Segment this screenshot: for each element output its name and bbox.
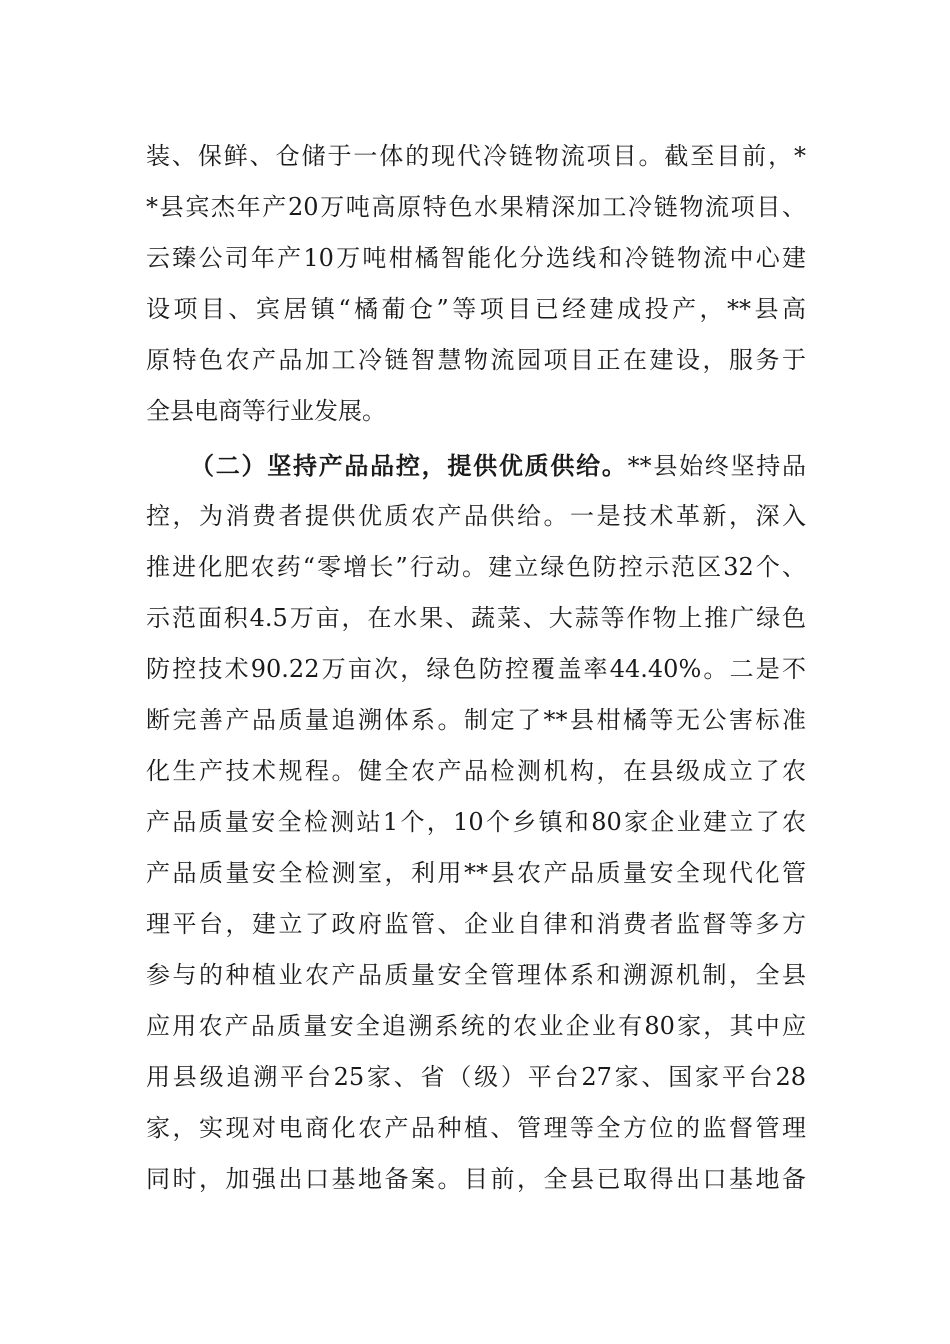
- text-line: *县宾杰年产20万吨高原特色水果精深加工冷链物流项目、: [146, 193, 806, 221]
- text-line: 装、保鲜、仓储于一体的现代冷链物流项目。截至目前，*: [146, 142, 806, 170]
- heading-line-text: **县始终坚持品: [627, 452, 807, 480]
- text-line: 全县电商等行业发展。: [146, 397, 386, 425]
- text-line: 同时，加强出口基地备案。目前，全县已取得出口基地备: [146, 1165, 806, 1193]
- text-line: 推进化肥农药“零增长”行动。建立绿色防控示范区32个、: [146, 553, 806, 581]
- paragraph-quality-control: [146, 440, 806, 1205]
- section-heading: （二）坚持产品品控，提供优质供给。: [190, 451, 628, 480]
- text-line: 示范面积4.5万亩，在水果、蔬菜、大蒜等作物上推广绿色: [146, 604, 806, 632]
- text-line: 控，为消费者提供优质农产品供给。一是技术革新，深入: [146, 502, 806, 530]
- text-line: 产品质量安全检测站1个，10个乡镇和80家企业建立了农: [146, 808, 806, 836]
- text-line: 理平台，建立了政府监管、企业自律和消费者监督等多方: [146, 910, 806, 938]
- text-line: 用县级追溯平台25家、省（级）平台27家、国家平台28: [146, 1063, 806, 1091]
- paragraph-cold-chain-projects: [146, 131, 806, 437]
- text-line: 家，实现对电商化农产品种植、管理等全方位的监督管理: [146, 1114, 806, 1142]
- text-line: 参与的种植业农产品质量安全管理体系和溯源机制，全县: [146, 961, 806, 989]
- text-line: 原特色农产品加工冷链智慧物流园项目正在建设，服务于: [146, 346, 806, 374]
- text-line: 化生产技术规程。健全农产品检测机构，在县级成立了农: [146, 757, 806, 785]
- text-line: 断完善产品质量追溯体系。制定了**县柑橘等无公害标准: [146, 706, 806, 734]
- section-heading-line: [146, 440, 806, 491]
- text-line: 设项目、宾居镇“橘葡仓”等项目已经建成投产，**县高: [146, 295, 806, 323]
- text-line: 防控技术90.22万亩次，绿色防控覆盖率44.40%。二是不: [146, 655, 806, 683]
- text-line: 云臻公司年产10万吨柑橘智能化分选线和冷链物流中心建: [146, 244, 806, 272]
- text-line: 应用农产品质量安全追溯系统的农业企业有80家，其中应: [146, 1012, 806, 1040]
- text-line: 产品质量安全检测室，利用**县农产品质量安全现代化管: [146, 859, 806, 887]
